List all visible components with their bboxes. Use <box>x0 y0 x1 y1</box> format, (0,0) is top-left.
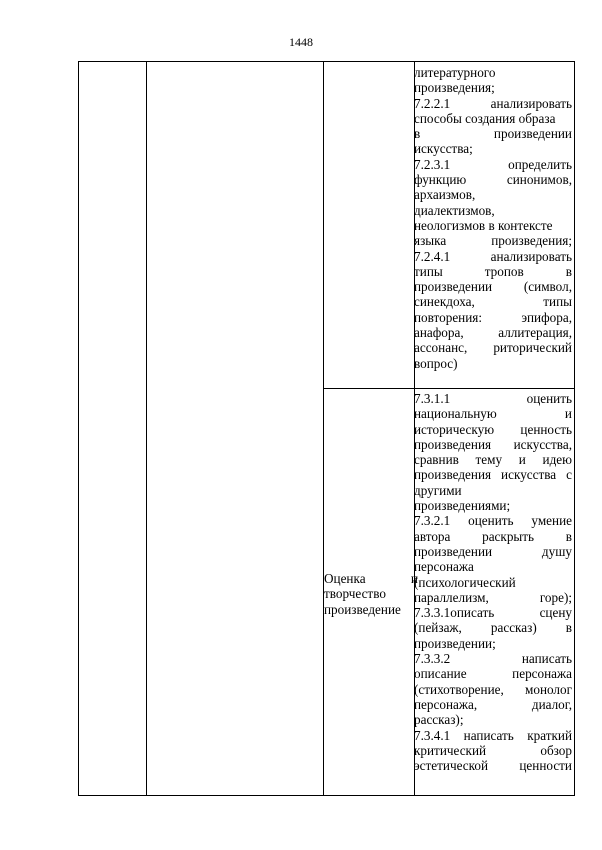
objective-line: 7.2.3.1 определить <box>414 156 572 172</box>
section-title-line: Оценка и <box>324 571 418 586</box>
objective-line: (пейзаж, рассказ) в <box>414 620 572 636</box>
section-title-line: произведение <box>324 601 401 617</box>
objective-line: искусства; <box>414 141 473 157</box>
objective-line: 7.3.3.2 написать <box>414 651 572 667</box>
objective-line: 7.3.1.1 оценить <box>414 391 572 406</box>
objective-line: анафора, аллитерация, <box>414 325 572 341</box>
table-border-bottom <box>78 795 575 796</box>
row-divider <box>323 388 575 389</box>
objective-line: литературного <box>414 65 496 80</box>
objective-line: типы тропов в <box>414 263 572 279</box>
section-title-cell <box>324 571 419 617</box>
objective-line: диалектизмов, <box>414 202 495 218</box>
objective-line: персонажа <box>414 559 474 575</box>
objective-line: в произведении <box>414 126 572 142</box>
objective-line: языка произведения; <box>414 233 572 249</box>
objective-line: национальную и <box>414 406 572 422</box>
table-border-left <box>78 61 79 796</box>
objective-line: произведения искусства с <box>414 467 572 483</box>
objective-line: рассказ); <box>414 712 464 728</box>
objectives-cell-top <box>414 65 572 371</box>
objective-line: историческую ценность <box>414 421 572 437</box>
column-divider-2 <box>323 61 324 796</box>
objective-line: 7.2.2.1 анализировать <box>414 95 572 111</box>
page-number: 1448 <box>289 35 313 49</box>
objective-line: параллелизм, горе); <box>414 589 572 605</box>
objective-line: произведении душу <box>414 543 572 559</box>
objective-line: ассонанс, риторический <box>414 340 572 356</box>
objective-line: персонажа, диалог, <box>414 696 572 712</box>
column-divider-1 <box>146 61 147 796</box>
objective-line: описание персонажа <box>414 666 572 682</box>
objective-line: (психологический <box>414 574 516 590</box>
objective-line: автора раскрыть в <box>414 528 572 544</box>
objective-line: эстетической ценности <box>414 758 572 774</box>
objective-line: 7.3.3.1описать сцену <box>414 605 572 621</box>
objective-line: архаизмов, <box>414 187 476 203</box>
objective-line: (стихотворение, монолог <box>414 681 572 697</box>
objective-line: 7.3.2.1 оценить умение <box>414 513 572 529</box>
objectives-cell-bottom <box>414 391 572 773</box>
objective-line: 7.3.4.1 написать краткий <box>414 727 572 743</box>
objective-line: произведении; <box>414 635 496 651</box>
objective-line: произведения искусства, <box>414 436 572 452</box>
table-border-top <box>78 61 575 62</box>
objective-line: произведении (символ, <box>414 279 572 295</box>
objective-line: функцию синонимов, <box>414 172 572 188</box>
objective-line: другими <box>414 482 462 498</box>
objective-line: вопрос) <box>414 355 458 371</box>
objective-line: 7.2.4.1 анализировать <box>414 248 572 264</box>
objective-line: неологизмов в контексте <box>414 217 553 233</box>
objective-line: синекдоха, типы <box>414 294 572 310</box>
objective-line: повторения: эпифора, <box>414 309 572 325</box>
objective-line: произведениями; <box>414 498 511 514</box>
objective-line: сравнив тему и идею <box>414 452 572 468</box>
section-title-line: творчество <box>324 586 386 602</box>
objective-line: способы создания образа <box>414 110 556 126</box>
table-border-right <box>574 61 575 796</box>
objective-line: критический обзор <box>414 742 572 758</box>
curriculum-table <box>78 61 575 796</box>
objective-line: произведения; <box>414 80 495 96</box>
